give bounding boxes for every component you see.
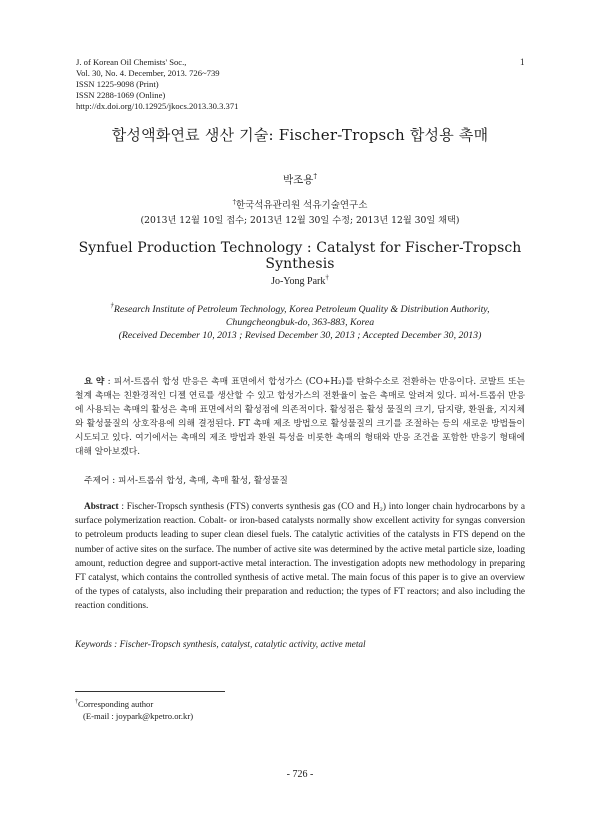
- footnote-mark: †: [75, 699, 79, 706]
- journal-header: [76, 57, 238, 112]
- korean-author: [60, 172, 540, 187]
- english-author-mark: †: [325, 273, 329, 282]
- korean-title: 합성액화연료 생산 기술: Fischer-Tropsch 합성용 촉매: [111, 126, 489, 144]
- korean-affiliation: [60, 197, 540, 211]
- korean-keywords-label: 주제어: [84, 476, 110, 486]
- english-abstract-text: : Fischer-Tropsch synthesis (FTS) converts synthesis gas (CO and H₂) into longer chain hydrocarbons by a surface polymerization reaction. Cobalt- or iron-based catalysts normally show excellent activity for syngas conversion to petroleum products leading to super clean diesel fuels. The catalytic activities of the catalysts in FTS depend on the number of active sites on the surface. The number of active site was determined by the active metal particle size, loading amount, reduction degree and support-active metal interaction. The investigation adopts new methodology in preparing FT catalyst, which contains the controlled synthesis of active metal. The main focus of this paper is to give an overview of the types of catalysts, also including their preparation and reduction; the types of FT reactors; and also including the reaction conditions.: [75, 502, 525, 612]
- korean-dates: (2013년 12월 10일 접수; 2013년 12월 30일 수정; 2013년 12월 30일 채택): [140, 215, 460, 226]
- korean-keywords-text: : 피셔-트롭쉬 합성, 촉매, 촉매 활성, 활성물질: [112, 476, 288, 486]
- english-keywords-text: : Fischer-Tropsch synthesis, catalyst, catalytic activity, active metal: [114, 640, 366, 650]
- korean-abstract-text: : 피셔-트롭쉬 합성 반응은 촉매 표면에서 합성가스 (CO+H₂)를 탄화수소로 전환하는 반응이다. 코발트 또는 철계 촉매는 친환경적인 디젤 연료를 생산할 수 있고 합성가스의 전환율이 높은 촉매로 알려져 있다. 피셔-트롭쉬 반응에 사용되는 촉매의 활성은 촉매 표면에서의 활성점에 의존적이다. 활성점은 활성 물질의 크기, 담지량, 환원율, 지지체와 활성물질의 상호작용에 의해 결정된다. FT 촉매 제조 방법으로 활성물질의 크기를 조절하는 등의 새로운 방법들이 시도되고 있다. 여기에서는 촉매의 제조 방법과 환원 특성을 비롯한 촉매의 형태와 반응 조건을 포함한 반응기 형태에 대해 알아보겠다.: [75, 377, 525, 457]
- footer-page-number: - 726 -: [286, 769, 314, 780]
- english-affiliation-line2: Chungcheongbuk-do, 363-883, Korea: [225, 317, 375, 328]
- footnote-email[interactable]: (E-mail : joypark@kpetro.or.kr): [83, 711, 194, 721]
- english-author: [60, 273, 540, 287]
- header-page-number: 1: [520, 57, 525, 67]
- footnote-label: Corresponding author: [78, 699, 154, 709]
- korean-affiliation-mark: †: [232, 197, 236, 206]
- issn-online: ISSN 2288-1069 (Online): [76, 90, 166, 100]
- english-keywords-label: Keywords: [75, 640, 112, 650]
- journal-volume: Vol. 30, No. 4. December, 2013. 726~739: [76, 68, 220, 78]
- korean-author-mark: †: [313, 171, 318, 181]
- footnote: [75, 698, 193, 722]
- issn-print: ISSN 1225-9098 (Print): [76, 79, 159, 89]
- english-author-name: Jo-Yong Park: [271, 276, 326, 287]
- english-keywords: [75, 640, 535, 650]
- korean-affiliation-text: 한국석유관리원 석유기술연구소: [235, 200, 368, 211]
- english-affiliation-line1: †Research Institute of Petroleum Technology, Korea Petroleum Quality & Distribution Authority,: [110, 302, 490, 315]
- english-dates: (Received December 10, 2013 ; Revised December 30, 2013 ; Accepted December 30, 2013): [118, 330, 482, 341]
- english-affiliation: [60, 303, 540, 342]
- footnote-corresponding: [75, 698, 193, 710]
- english-title: Synfuel Production Technology : Catalyst for Fischer-Tropsch Synthesis: [78, 240, 522, 272]
- footnote-divider: [75, 691, 225, 692]
- english-abstract: [75, 500, 525, 614]
- korean-abstract-label: 요 약: [84, 377, 105, 387]
- korean-abstract: [75, 375, 525, 459]
- english-abstract-label: Abstract: [84, 502, 119, 512]
- korean-keywords: [84, 473, 524, 486]
- english-affiliation-mark: †: [110, 302, 114, 310]
- journal-name: J. of Korean Oil Chemists' Soc.,: [76, 57, 187, 67]
- korean-author-name: 박조용: [282, 174, 314, 186]
- doi-link[interactable]: http://dx.doi.org/10.12925/jkocs.2013.30.3.371: [76, 101, 239, 111]
